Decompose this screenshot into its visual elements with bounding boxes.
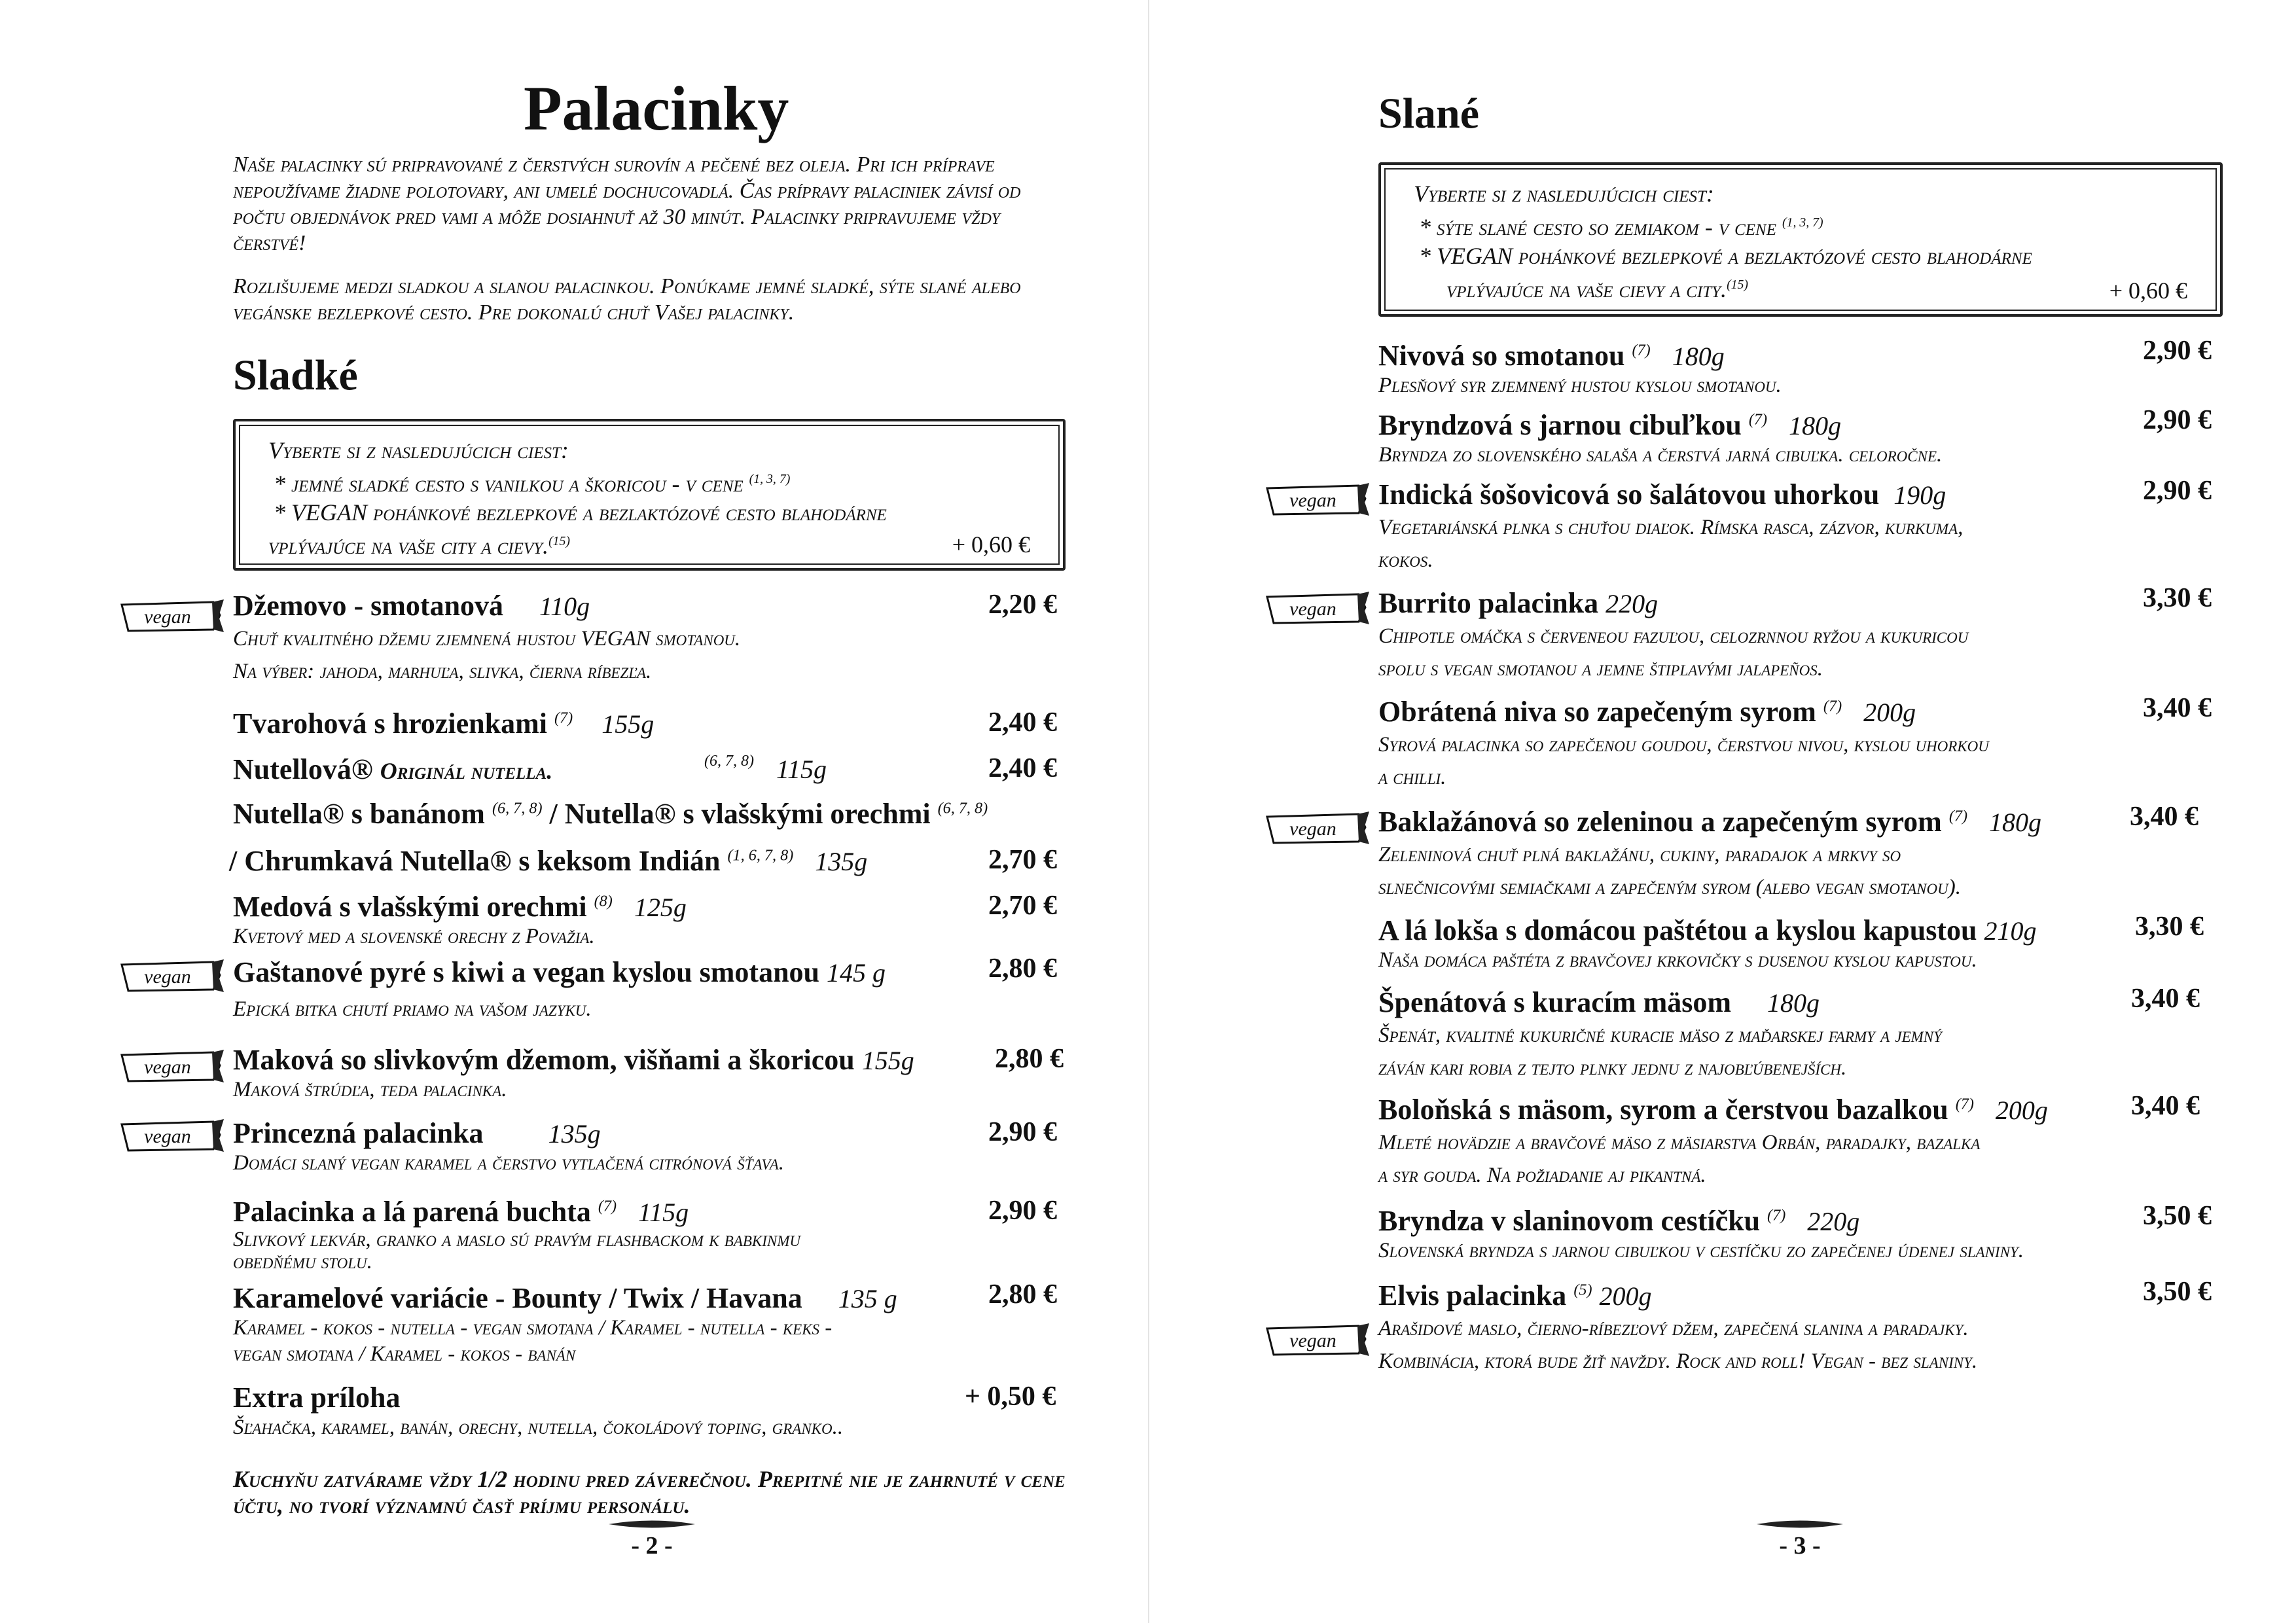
- svg-text:vegan: vegan: [144, 966, 191, 988]
- allergen-sup: (15): [548, 534, 571, 548]
- item-price: 2,90 €: [2143, 336, 2212, 366]
- item-weight: 145 g: [827, 958, 886, 988]
- allergen-sup: (7): [1823, 697, 1842, 715]
- item-description: obedňému stolu.: [233, 1250, 372, 1274]
- allergen-sup: (8): [594, 892, 613, 910]
- menu-item: [233, 797, 988, 830]
- item-name: Maková so slivkovým džemom, višňami a škoricou: [233, 1044, 855, 1076]
- item-price: 2,90 €: [2143, 476, 2212, 506]
- item-description: Slovenská bryndza s jarnou cibuľkou v cestíčku zo zapečenej údenej slaniny.: [1378, 1239, 2024, 1262]
- vegan-badge-icon: [115, 597, 226, 636]
- menu-item: [1378, 914, 2036, 973]
- vegan-badge-icon: [115, 957, 226, 996]
- item-weight: 135g: [815, 847, 868, 876]
- item-price: 2,90 €: [2143, 405, 2212, 435]
- menu-item: [233, 1043, 914, 1103]
- item-name: A lá lokša s domácou paštétou a kyslou kapustou: [1378, 914, 1977, 946]
- menu-item: [233, 890, 687, 950]
- item-price: 2,70 €: [988, 845, 1057, 875]
- item-weight: 115g: [638, 1198, 689, 1227]
- box-extra-price: + 0,60 €: [952, 531, 1030, 558]
- item-description: Chipotle omáčka s červeneou fazuľou, celozrnnou ryžou a kukuricou: [1378, 624, 1969, 648]
- item-description: Zeleninová chuť plná baklažánu, cukiny, paradajok a mrkvy so: [1378, 843, 1901, 866]
- menu-item: [1378, 586, 1968, 685]
- item-price: 2,80 €: [988, 954, 1057, 984]
- item-description: Slivkový lekvár, granko a maslo sú pravým flashbackom k babkinmu: [233, 1228, 801, 1251]
- menu-item: [229, 844, 867, 878]
- intro-paragraph-2: Rozlišujeme medzi sladkou a slanou palacinkou. Ponúkame jemné sladké, sýte slané alebo vegánske bezlepkové cesto. Pre dokonalú chuť Vašej palacinky.: [233, 274, 1021, 325]
- menu-item: [1378, 1279, 1977, 1378]
- item-price: + 0,50 €: [965, 1382, 1056, 1412]
- item-weight: 200g: [1995, 1096, 2048, 1125]
- item-description: Arašidové maslo, čierno-ríbezľový džem, zapečená slanina a paradajky.: [1378, 1317, 1969, 1340]
- dough-choice-box: [1378, 162, 2223, 317]
- box-option-2-cont: vplývajúce na vaše city a cievy.: [268, 533, 549, 559]
- item-description: Maková štrúdľa, teda palacinka.: [233, 1078, 507, 1101]
- menu-item: [233, 707, 654, 740]
- item-weight: 110g: [539, 592, 590, 621]
- vegan-badge-icon: [1261, 589, 1372, 628]
- item-name: Bryndza v slaninovom cestíčku: [1378, 1205, 1761, 1237]
- item-price: 3,40 €: [2130, 802, 2198, 832]
- allergen-sup: (7): [598, 1197, 617, 1215]
- allergen-sup: (5): [1573, 1281, 1592, 1299]
- item-description: Plesňový syr zjemnený hustou kyslou smotanou.: [1378, 374, 1782, 397]
- item-weight: 115g: [776, 755, 827, 784]
- item-price: 2,70 €: [988, 891, 1057, 921]
- item-weight: 190g: [1893, 480, 1946, 510]
- allergen-sup: (7): [554, 709, 573, 727]
- menu-item: [1378, 408, 1942, 468]
- item-name: Nutellová®: [233, 753, 373, 785]
- allergen-sup: (7): [1948, 807, 1968, 825]
- menu-item: [1378, 805, 2041, 904]
- menu-item: [233, 1281, 897, 1367]
- item-weight: 180g: [1672, 342, 1725, 371]
- item-price: 3,30 €: [2135, 912, 2204, 942]
- svg-text:vegan: vegan: [144, 1126, 191, 1147]
- item-price: 3,40 €: [2131, 984, 2200, 1014]
- svg-text:vegan: vegan: [144, 1056, 191, 1078]
- allergen-sup: (1, 6, 7, 8): [727, 846, 794, 865]
- item-weight: 135 g: [838, 1284, 897, 1313]
- item-price: 3,40 €: [2131, 1091, 2200, 1121]
- box-option-1: * sýte slané cesto so zemiakom - v cene: [1419, 214, 1777, 240]
- allergen-sup: (6, 7, 8): [937, 799, 988, 817]
- vegan-badge-icon: [1261, 480, 1372, 520]
- item-price: 3,40 €: [2143, 693, 2212, 723]
- item-description: vegan smotana / Karamel - kokos - banán: [233, 1342, 576, 1366]
- dough-choice-box: [233, 419, 1066, 571]
- item-description: Vegetariánská plnka s chuťou diaľok. Rímska rasca, zázvor, kurkuma,: [1378, 516, 1964, 539]
- item-description: Mleté hovädzie a bravčové mäso z mäsiarstva Orbán, paradajky, bazalka: [1378, 1131, 1981, 1154]
- menu-item: [233, 1116, 784, 1176]
- item-description: Šľahačka, karamel, banán, orechy, nutella, čokoládový toping, granko..: [233, 1416, 844, 1439]
- item-name-2: / Nutella® s vlašskými orechmi: [549, 798, 931, 830]
- box-heading: Vyberte si z nasledujúcich ciest:: [1414, 181, 1714, 207]
- menu-item: [233, 589, 1084, 688]
- menu-item: [1378, 986, 1942, 1084]
- item-description: záván kari robia z tejto plnky jednu z najobľúbenejších.: [1378, 1056, 1847, 1080]
- box-heading: Vyberte si z nasledujúcich ciest:: [268, 437, 569, 463]
- item-name: Baklažánová so zeleninou a zapečeným syrom: [1378, 806, 1942, 838]
- menu-item: [1378, 478, 1963, 577]
- vegan-badge-icon: [1261, 809, 1372, 848]
- item-weight: 220g: [1605, 589, 1659, 618]
- svg-text:vegan: vegan: [1289, 598, 1336, 620]
- vegan-badge-icon: [115, 1116, 226, 1156]
- item-description: kokos.: [1378, 548, 1433, 572]
- item-description: Kombinácia, ktorá bude žiť navždy. Rock and roll! Vegan - bez slaniny.: [1378, 1349, 1978, 1373]
- menu-item: [233, 753, 552, 787]
- kitchen-note: Kuchyňu zatvárame vždy 1/2 hodinu pred záverečnou. Prepitné nie je zahrnuté v cene účtu, no tvorí významnú časť príjmu personálu.: [233, 1466, 1066, 1518]
- box-option-2-cont: vplývajúce na vaše cievy a city.: [1446, 276, 1727, 302]
- item-name: Palacinka a lá parená buchta: [233, 1196, 591, 1228]
- item-weight: 200g: [1863, 698, 1916, 727]
- item-price: 3,50 €: [2143, 1201, 2212, 1231]
- vegan-badge-icon: [1261, 1321, 1372, 1360]
- menu-item: [233, 955, 886, 1026]
- box-option-2: * VEGAN pohánkové bezlepkové a bezlaktózové cesto blahodárne: [274, 499, 887, 526]
- item-weight: 180g: [1789, 411, 1842, 440]
- item-price: 2,20 €: [988, 590, 1057, 620]
- allergen-sup: (7): [1955, 1095, 1974, 1113]
- box-option-2: * VEGAN pohánkové bezlepkové a bezlaktózové cesto blahodárne: [1419, 243, 2032, 269]
- svg-text:vegan: vegan: [1289, 818, 1336, 840]
- item-description: a syr gouda. Na požiadanie aj pikantná.: [1378, 1164, 1706, 1187]
- menu-item: [1378, 1204, 2024, 1264]
- item-name: Medová s vlašskými orechmi: [233, 891, 587, 923]
- section-title-sladke: Sladké: [233, 351, 358, 399]
- item-price: 2,80 €: [995, 1044, 1064, 1074]
- item-name: Nivová so smotanou: [1378, 340, 1625, 372]
- item-description: Naša domáca paštéta z bravčovej krkovičky s dusenou kyslou kapustou.: [1378, 948, 1977, 972]
- item-name: Bryndzová s jarnou cibuľkou: [1378, 409, 1742, 441]
- svg-text:vegan: vegan: [1289, 1330, 1336, 1351]
- item-name: Burrito palacinka: [1378, 587, 1599, 619]
- item-weight: 200g: [1599, 1281, 1652, 1311]
- item-description: Syrová palacinka so zapečenou goudou, čerstvou nivou, kyslou uhorkou: [1378, 733, 1989, 757]
- item-weight: 210g: [1984, 916, 2037, 946]
- item-price: 2,90 €: [988, 1117, 1057, 1147]
- item-price: 2,40 €: [988, 753, 1057, 783]
- vegan-badge-icon: [115, 1047, 226, 1086]
- item-weight: 180g: [1767, 988, 1820, 1018]
- item-description: Domáci slaný vegan karamel a čerstvo vytlačená citrónová šťava.: [233, 1151, 785, 1175]
- allergen-sup: (6, 7, 8): [704, 753, 754, 770]
- ornament-divider-icon: [606, 1520, 698, 1529]
- item-name: Tvarohová s hrozienkami: [233, 707, 547, 740]
- section-title-slane: Slané: [1378, 90, 1480, 137]
- item-price: 3,30 €: [2143, 583, 2212, 613]
- item-name: Princezná palacinka: [233, 1117, 484, 1149]
- item-weight: 155g: [861, 1046, 914, 1075]
- allergen-sup: (7): [1632, 341, 1651, 359]
- item-name-tail: Originál nutella.: [380, 758, 553, 784]
- page-title: Palacinky: [524, 73, 789, 143]
- item-name: Gaštanové pyré s kiwi a vegan kyslou smotanou: [233, 956, 820, 988]
- item-description: slnečnicovými semiačkami a zapečeným syrom (alebo vegan smotanou).: [1378, 876, 1961, 899]
- menu-item: [1378, 339, 1782, 399]
- menu-item: [1378, 1093, 2048, 1192]
- menu-page-3: [1148, 0, 2296, 1623]
- item-description: Špenát, kvalitné kukuričné kuracie mäso z maďarskej farmy a jemný: [1378, 1024, 1942, 1047]
- item-weight: 180g: [1989, 808, 2042, 837]
- allergen-sup: (7): [1748, 410, 1768, 429]
- item-description: Epická bitka chutí priamo na vašom jazyku.: [233, 997, 592, 1021]
- ornament-divider-icon: [1754, 1520, 1846, 1529]
- box-extra-price: + 0,60 €: [2109, 277, 2187, 304]
- item-weight: 155g: [601, 709, 655, 739]
- intro-paragraph-1: Naše palacinky sú pripravované z čerstvých surovín a pečené bez oleja. Pri ich príprave nepoužívame žiadne polotovary, ani umelé dochucovadlá. Čas prípravy palaciniek závisí od počtu objednávok pred vami a môže dosiahnuť až 30 minút. Palacinky pripravujeme vždy čerstvé!: [233, 152, 1021, 255]
- svg-text:vegan: vegan: [1289, 490, 1336, 511]
- item-description: Na výber: jahoda, marhuľa, slivka, čierna ríbezľa.: [233, 660, 652, 683]
- menu-item: [1378, 695, 1989, 794]
- item-price: 2,90 €: [988, 1196, 1057, 1226]
- item-description: Karamel - kokos - nutella - vegan smotana / Karamel - nutella - keks -: [233, 1316, 833, 1340]
- svg-text:vegan: vegan: [144, 606, 191, 628]
- menu-item: [233, 1195, 800, 1273]
- item-description: Chuť kvalitného džemu zjemnená hustou VEGAN smotanou.: [233, 627, 741, 651]
- item-description: Bryndza zo slovenského salaša a čerstvá jarná cibuľka. celoročne.: [1378, 443, 1943, 467]
- item-name: / Chrumkavá Nutella® s keksom Indián: [229, 845, 721, 877]
- item-price: 3,50 €: [2143, 1277, 2212, 1307]
- item-name: Karamelové variácie - Bounty / Twix / Havana: [233, 1282, 802, 1314]
- menu-item: [233, 1381, 843, 1440]
- allergen-sup: (15): [1727, 277, 1749, 292]
- item-name: Extra príloha: [233, 1382, 401, 1414]
- item-weight: 220g: [1807, 1207, 1860, 1236]
- item-price: 2,40 €: [988, 707, 1057, 738]
- item-name: Džemovo - smotanová: [233, 590, 504, 622]
- page-number: - 2 -: [631, 1532, 673, 1560]
- item-name: Indická šošovicová so šalátovou uhorkou: [1378, 478, 1880, 510]
- item-description: a chilli.: [1378, 766, 1446, 789]
- allergen-sup: (1, 3, 7): [1782, 215, 1823, 230]
- page-number: - 3 -: [1779, 1532, 1821, 1560]
- item-description: spolu s vegan smotanou a jemne štiplavými jalapeños.: [1378, 657, 1823, 681]
- item-name: Špenátová s kuracím mäsom: [1378, 986, 1732, 1018]
- item-name: Obrátená niva so zapečeným syrom: [1378, 696, 1816, 728]
- box-option-1: * jemné sladké cesto s vanilkou a škoricou - v cene: [274, 471, 744, 497]
- item-name: Elvis palacinka: [1378, 1279, 1567, 1311]
- item-name: Nutella® s banánom: [233, 798, 485, 830]
- item-name: Boloňská s mäsom, syrom a čerstvou bazalkou: [1378, 1094, 1948, 1126]
- allergen-sup: (6, 7, 8): [492, 799, 543, 817]
- item-weight: 135g: [548, 1119, 601, 1149]
- item-price: 2,80 €: [988, 1279, 1057, 1310]
- allergen-sup: (1, 3, 7): [749, 472, 791, 486]
- item-description: Kvetový med a slovenské orechy z Považia.: [233, 925, 595, 948]
- allergen-sup: (7): [1767, 1206, 1786, 1224]
- item-weight: 125g: [634, 893, 687, 922]
